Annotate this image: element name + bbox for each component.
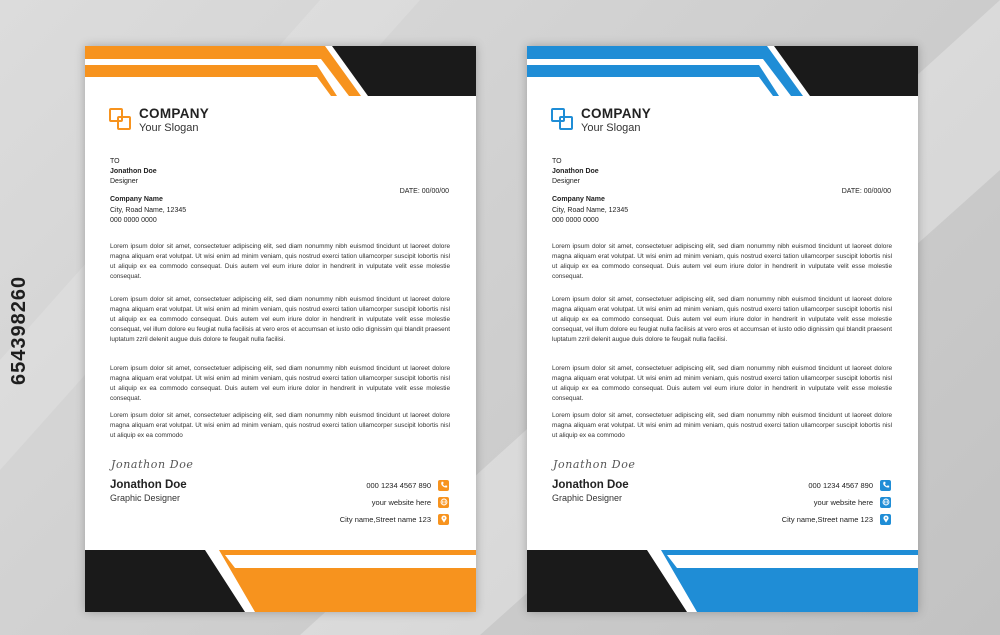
- body-paragraph: Lorem ipsum dolor sit amet, consectetuer adipiscing elit, sed diam nonummy nibh euismod tincidunt ut laoreet dolore magna aliquam erat volutpat. Ut wisi enim ad minim veniam, quis nostrud exerci tation ullamcorper suscipit lobortis nisl ut aliquip ex ea commodo: [552, 412, 892, 440]
- company-title: COMPANY: [139, 106, 210, 121]
- contact-phone-text: 000 1234 4567 890: [366, 480, 431, 490]
- sender-company-address: City, Road Name, 12345: [110, 207, 187, 214]
- body-paragraph: Lorem ipsum dolor sit amet, consectetuer adipiscing elit, sed diam nonummy nibh euismod tincidunt ut laoreet dolore magna aliquam erat volutpat. Ut wisi enim ad minim veniam, quis nostrud exerci tation ullamcorper suscipit lobortis nisl ut aliquip ex ea commodo consequat. Duis autem vel eum iriure dolor in hendrerit in vulputate velit esse molestie consequat.: [110, 243, 450, 281]
- recipient-name: Jonathon Doe: [552, 168, 599, 175]
- contact-address: [782, 513, 891, 525]
- company-slogan: Your Slogan: [581, 122, 641, 134]
- company-logo-icon: [109, 108, 133, 132]
- globe-icon: [438, 497, 449, 508]
- stock-id: 654398260: [8, 275, 30, 385]
- body-paragraph: Lorem ipsum dolor sit amet, consectetuer adipiscing elit, sed diam nonummy nibh euismod tincidunt ut laoreet dolore magna aliquam erat volutpat. Ut wisi enim ad minim veniam, quis nostrud exerci tation ullamcorper suscipit lobortis nisl ut aliquip ex ea commodo consequat. Duis autem vel eum iriure dolor in hendrerit in vulputate velit esse molestie consequat.: [552, 365, 892, 403]
- body-paragraph: Lorem ipsum dolor sit amet, consectetuer adipiscing elit, sed diam nonummy nibh euismod tincidunt ut laoreet dolore magna aliquam erat volutpat. Ut wisi enim ad minim veniam, quis nostrud exerci tation ullamcorper suscipit lobortis nisl ut aliquip ex ea commodo consequat. Duis autem vel eum iriure dolor in hendrerit in vulputate velit esse molestie consequat.: [110, 365, 450, 403]
- signer-title: Graphic Designer: [110, 493, 181, 503]
- contact-address-text: City name,Street name 123: [339, 514, 431, 524]
- to-label: TO: [110, 158, 120, 165]
- contact-phone-text: 000 1234 4567 890: [808, 480, 873, 490]
- contact-phone: [366, 479, 449, 491]
- contact-website: [372, 496, 449, 508]
- header-decoration: [527, 46, 918, 98]
- body-paragraph: Lorem ipsum dolor sit amet, consectetuer adipiscing elit, sed diam nonummy nibh euismod tincidunt ut laoreet dolore magna aliquam erat volutpat. Ut wisi enim ad minim veniam, quis nostrud exerci tation ullamcorper suscipit lobortis nisl ut aliquip ex ea commodo consequat. Duis autem vel eum iriure dolor in hendrerit in vulputate velit esse molestie consequat.: [552, 243, 892, 281]
- signer-title: Graphic Designer: [552, 493, 623, 503]
- footer-decoration: [527, 550, 918, 612]
- letterhead-blue: [527, 46, 918, 612]
- contact-address: [340, 513, 449, 525]
- sender-company-name: Company Name: [110, 196, 163, 203]
- sender-company-name: Company Name: [552, 196, 605, 203]
- contact-phone: [808, 479, 891, 491]
- sender-company-phone: 000 0000 0000: [552, 217, 599, 224]
- company-slogan: Your Slogan: [139, 122, 199, 134]
- globe-icon: [880, 497, 891, 508]
- to-label: TO: [552, 158, 562, 165]
- location-pin-icon: [880, 514, 891, 525]
- contact-website-text: your website here: [371, 497, 431, 507]
- body-paragraph: Lorem ipsum dolor sit amet, consectetuer adipiscing elit, sed diam nonummy nibh euismod tincidunt ut laoreet dolore magna aliquam erat volutpat. Ut wisi enim ad minim veniam, quis nostrud exerci tation ullamcorper suscipit lobortis nisl ut aliquip ex ea commodo consequat. Duis autem vel eum iriure dolor in hendrerit in vulputate velit esse molestie consequat, vel illum dolore eu feugiat nulla facilisis at vero eros et accumsan et iusto odio dignissim qui blandit praesent luptatum zzril delenit augue duis dolore te feugait nulla facilisi.: [110, 296, 450, 344]
- phone-icon: [880, 480, 891, 491]
- body-paragraph: Lorem ipsum dolor sit amet, consectetuer adipiscing elit, sed diam nonummy nibh euismod tincidunt ut laoreet dolore magna aliquam erat volutpat. Ut wisi enim ad minim veniam, quis nostrud exerci tation ullamcorper suscipit lobortis nisl ut aliquip ex ea commodo consequat. Duis autem vel eum iriure dolor in hendrerit in vulputate velit esse molestie consequat, vel illum dolore eu feugiat nulla facilisis at vero eros et accumsan et iusto odio dignissim qui blandit praesent luptatum zzril delenit augue duis dolore te feugait nulla facilisi.: [552, 296, 892, 344]
- letterhead-orange: [85, 46, 476, 612]
- recipient-name: Jonathon Doe: [110, 168, 157, 175]
- letter-date: DATE: 00/00/00: [841, 188, 891, 195]
- contact-address-text: City name,Street name 123: [781, 514, 873, 524]
- letter-date: DATE: 00/00/00: [399, 188, 449, 195]
- sender-company-phone: 000 0000 0000: [110, 217, 157, 224]
- sender-company-address: City, Road Name, 12345: [552, 207, 629, 214]
- body-paragraph: Lorem ipsum dolor sit amet, consectetuer adipiscing elit, sed diam nonummy nibh euismod tincidunt ut laoreet dolore magna aliquam erat volutpat. Ut wisi enim ad minim veniam, quis nostrud exerci tation ullamcorper suscipit lobortis nisl ut aliquip ex ea commodo: [110, 412, 450, 440]
- signer-name: Jonathon Doe: [552, 479, 629, 491]
- phone-icon: [438, 480, 449, 491]
- signer-name: Jonathon Doe: [110, 479, 187, 491]
- location-pin-icon: [438, 514, 449, 525]
- recipient-role: Designer: [110, 178, 139, 185]
- contact-website-text: your website here: [813, 497, 873, 507]
- recipient-role: Designer: [552, 178, 581, 185]
- footer-decoration: [85, 550, 476, 612]
- company-logo-icon: [551, 108, 575, 132]
- company-title: COMPANY: [581, 106, 652, 121]
- handwritten-signature: Jonathon Doe: [111, 458, 194, 471]
- header-decoration: [85, 46, 476, 98]
- contact-website: [814, 496, 891, 508]
- handwritten-signature: Jonathon Doe: [553, 458, 636, 471]
